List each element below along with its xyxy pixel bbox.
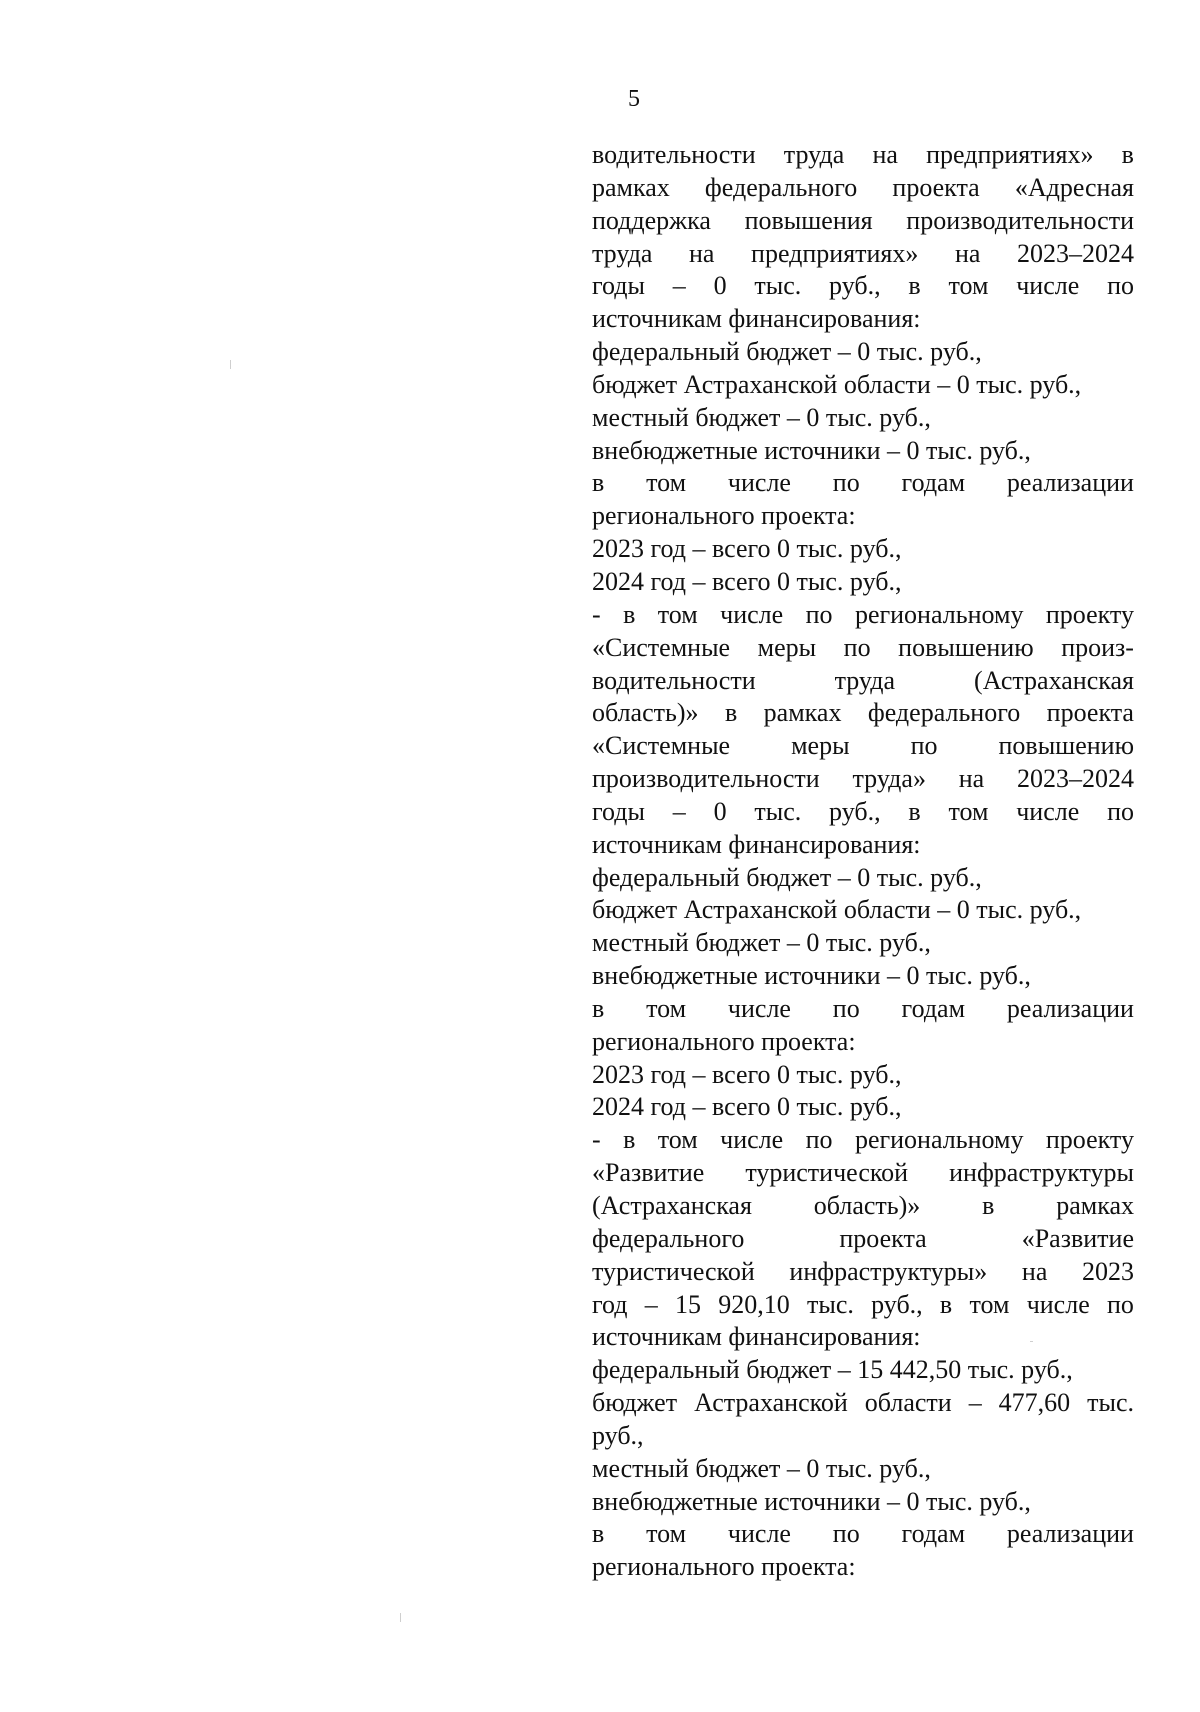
body-line: годы – 0 тыс. руб., в том числе по — [592, 796, 1134, 826]
body-line: - в том числе по региональному проекту — [592, 1125, 1134, 1155]
body-line: источникам финансирования: — [592, 304, 921, 334]
scan-mark — [400, 1613, 401, 1622]
body-line: 2023 год – всего 0 тыс. руб., — [592, 534, 902, 564]
body-line: регионального проекта: — [592, 1026, 856, 1056]
body-line: местный бюджет – 0 тыс. руб., — [592, 1453, 931, 1483]
body-line: источникам финансирования: — [592, 829, 921, 859]
scan-mark — [230, 360, 231, 369]
body-line: источникам финансирования: — [592, 1322, 921, 1352]
body-line: в том числе по годам реализации — [592, 468, 1134, 498]
body-line: труда на предприятиях» на 2023–2024 — [592, 238, 1134, 268]
body-line: бюджет Астраханской области – 0 тыс. руб., — [592, 895, 1082, 925]
scan-mark — [1030, 1341, 1033, 1342]
body-line: в том числе по годам реализации — [592, 993, 1134, 1023]
body-line: 2024 год – всего 0 тыс. руб., — [592, 1092, 902, 1122]
body-line: в том числе по годам реализации — [592, 1519, 1134, 1549]
body-line: 2023 год – всего 0 тыс. руб., — [592, 1059, 902, 1089]
body-line: внебюджетные источники – 0 тыс. руб., — [592, 435, 1031, 465]
body-line: (Астраханская область)» в рамках — [592, 1191, 1134, 1220]
body-line: федеральный бюджет – 0 тыс. руб., — [592, 862, 982, 892]
body-line: область)» в рамках федерального проекта — [592, 698, 1134, 728]
page-number: 5 — [628, 86, 640, 112]
body-line: федерального проекта «Развитие — [592, 1223, 1134, 1253]
body-line: федеральный бюджет – 0 тыс. руб., — [592, 337, 982, 367]
body-line: регионального проекта: — [592, 1552, 856, 1582]
body-line: годы – 0 тыс. руб., в том числе по — [592, 271, 1134, 301]
body-line: водительности труда (Астраханская — [592, 665, 1134, 695]
body-line: 2024 год – всего 0 тыс. руб., — [592, 566, 902, 596]
body-line: бюджет Астраханской области – 477,60 тыс. — [592, 1388, 1134, 1418]
body-line: поддержка повышения производительности — [592, 205, 1134, 235]
document-body — [592, 139, 1134, 1584]
body-line: местный бюджет – 0 тыс. руб., — [592, 928, 931, 958]
body-line: местный бюджет – 0 тыс. руб., — [592, 402, 931, 432]
body-line: производительности труда» на 2023–2024 — [592, 764, 1134, 794]
body-line: федеральный бюджет – 15 442,50 тыс. руб., — [592, 1355, 1073, 1385]
body-line: водительности труда на предприятиях» в — [592, 140, 1134, 169]
body-line: внебюджетные источники – 0 тыс. руб., — [592, 961, 1031, 991]
body-line: - в том числе по региональному проекту — [592, 599, 1134, 629]
body-line: рамках федерального проекта «Адресная — [592, 172, 1134, 202]
body-line: «Системные меры по повышению — [592, 731, 1134, 761]
body-line: туристической инфраструктуры» на 2023 — [592, 1256, 1134, 1286]
body-line: бюджет Астраханской области – 0 тыс. руб., — [592, 369, 1082, 399]
body-line: «Развитие туристической инфраструктуры — [592, 1158, 1134, 1188]
body-line: руб., — [592, 1420, 644, 1450]
body-line: год – 15 920,10 тыс. руб., в том числе по — [592, 1289, 1134, 1319]
body-line: регионального проекта: — [592, 501, 856, 531]
body-line: внебюджетные источники – 0 тыс. руб., — [592, 1486, 1031, 1516]
body-line: «Системные меры по повышению произ- — [592, 632, 1134, 662]
